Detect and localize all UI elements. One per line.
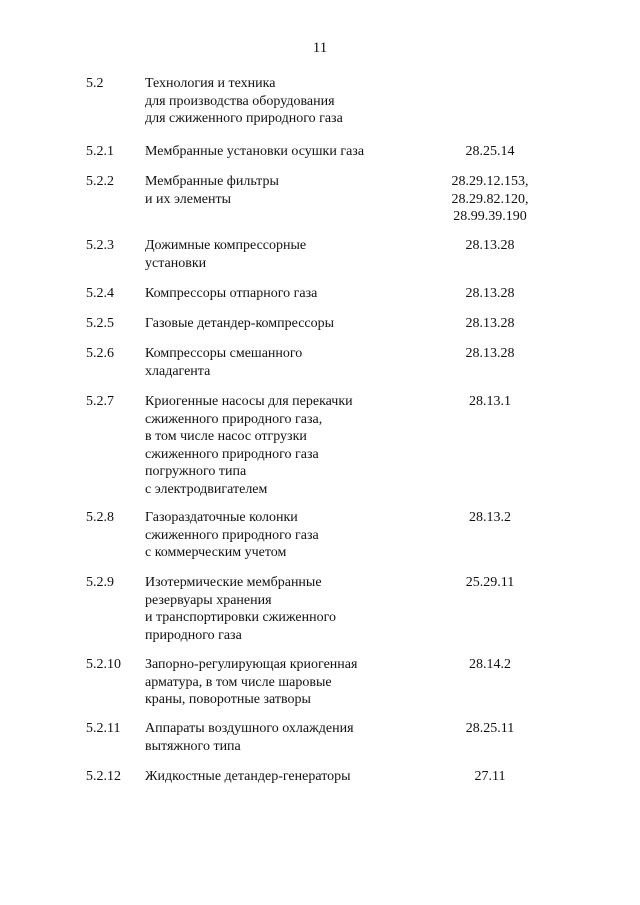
- row-number: 5.2.2: [86, 174, 114, 189]
- section-title: Технология и техника для производства оборудования для сжиженного природного газа: [145, 76, 343, 126]
- row-code: 28.13.28: [465, 238, 515, 253]
- row-code: 28.29.12.153, 28.29.82.120, 28.99.39.190: [451, 174, 529, 224]
- row-code: 27.11: [474, 769, 506, 784]
- row-number: 5.2.6: [86, 346, 114, 361]
- row-name: Мембранные фильтры и их элементы: [145, 174, 279, 207]
- row-name: Компрессоры отпарного газа: [145, 286, 318, 301]
- row-code: 28.14.2: [469, 657, 511, 672]
- row-name: Жидкостные детандер-генераторы: [145, 769, 351, 784]
- row-number: 5.2.3: [86, 238, 114, 253]
- row-name: Запорно-регулирующая криогенная арматура, в том числе шаровые краны, поворотные затворы: [145, 657, 358, 707]
- row-number: 5.2.10: [86, 657, 121, 672]
- row-name: Газовые детандер-компрессоры: [145, 316, 335, 331]
- row-name: Компрессоры смешанного хладагента: [145, 346, 303, 379]
- row-name: Дожимные компрессорные установки: [145, 238, 307, 271]
- row-number: 5.2.9: [86, 575, 114, 590]
- row-code: 28.25.14: [465, 144, 515, 159]
- row-name: Криогенные насосы для перекачки сжиженного природного газа, в том числе насос отгрузки сжиженного природного газа погружного типа с электродвигателем: [145, 394, 353, 497]
- row-code: 28.13.2: [469, 510, 511, 525]
- row-name: Газораздаточные колонки сжиженного природного газа с коммерческим учетом: [145, 510, 319, 560]
- row-code: 28.13.28: [465, 316, 515, 331]
- row-code: 28.13.28: [465, 286, 515, 301]
- row-number: 5.2.7: [86, 394, 114, 409]
- row-number: 5.2.11: [86, 721, 121, 736]
- row-number: 5.2.5: [86, 316, 114, 331]
- row-code: 28.13.1: [469, 394, 511, 409]
- row-code: 28.13.28: [465, 346, 515, 361]
- row-number: 5.2.4: [86, 286, 114, 301]
- section-number: 5.2: [86, 76, 104, 91]
- row-number: 5.2.1: [86, 144, 114, 159]
- row-name: Аппараты воздушного охлаждения вытяжного типа: [145, 721, 354, 754]
- row-code: 28.25.11: [465, 721, 515, 736]
- row-number: 5.2.12: [86, 769, 121, 784]
- row-code: 25.29.11: [465, 575, 515, 590]
- page-number: 11: [312, 40, 328, 56]
- row-name: Изотермические мембранные резервуары хранения и транспортировки сжиженного природного газа: [145, 575, 336, 643]
- row-name: Мембранные установки осушки газа: [145, 144, 365, 159]
- row-number: 5.2.8: [86, 510, 114, 525]
